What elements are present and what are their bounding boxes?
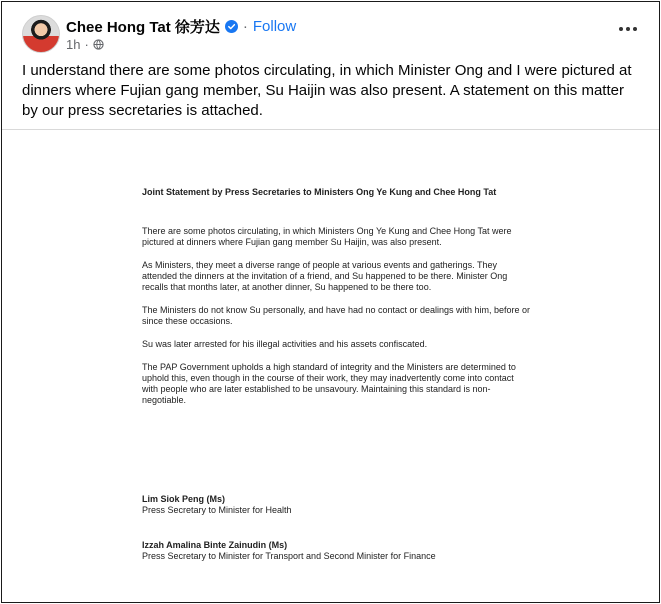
signatory-name: Lim Siok Peng (Ms): [142, 494, 226, 504]
avatar[interactable]: [22, 15, 60, 53]
facebook-post: [1, 1, 660, 603]
signatory: [142, 540, 562, 562]
post-text: I understand there are some photos circulating, in which Minister Ong and I were pictured at dinners where Fujian gang member, Su Haijin was also present. A statement on this matter by our press secretaries is attached.: [22, 62, 632, 119]
statement-paragraph: Su was later arrested for his illegal activities and his assets confiscated.: [142, 339, 428, 349]
post-header: [22, 13, 642, 57]
verified-badge-icon: [225, 20, 238, 33]
globe-icon[interactable]: [93, 39, 104, 50]
attached-statement-image[interactable]: [2, 130, 659, 602]
statement-paragraph: The PAP Government upholds a high standard of integrity and the Ministers are determined to uphold this, even though in the course of their work, they may inadvertently come into contact with people who are later established to be unsavoury. Maintaining this standard is non-negotiable.: [142, 362, 516, 405]
author-name[interactable]: Chee Hong Tat 徐芳达: [66, 19, 220, 36]
statement-paragraph: As Ministers, they meet a diverse range of people at various events and gatherings. They attended the dinners at the invitation of a friend, and Su happened to be there. Minister Ong recalls that months later, at another dinner, Su happened to be there too.: [142, 260, 508, 292]
statement-paragraph: The Ministers do not know Su personally, and have had no contact or dealings with him, before or since these occasions.: [142, 305, 531, 326]
signatory-role: Press Secretary to Minister for Health: [142, 505, 292, 515]
signatory: [142, 494, 562, 516]
post-meta: [66, 37, 104, 52]
author-row: [66, 16, 296, 37]
statement-paragraph: There are some photos circulating, in which Ministers Ong Ye Kung and Chee Hong Tat were pictured at dinners where Fujian gang member Su Haijin, was also present.: [142, 226, 512, 247]
more-options-icon[interactable]: [614, 19, 642, 39]
statement-body: [142, 187, 532, 418]
follow-button[interactable]: Follow: [252, 18, 297, 35]
statement-title: Joint Statement by Press Secretaries to Ministers Ong Ye Kung and Chee Hong Tat: [142, 187, 497, 197]
signatory-name: Izzah Amalina Binte Zainudin (Ms): [142, 540, 288, 550]
meta-dot: ·: [84, 37, 89, 52]
signatory-role: Press Secretary to Minister for Transport and Second Minister for Finance: [142, 551, 436, 561]
post-time[interactable]: 1h: [66, 37, 81, 52]
separator-dot: ·: [242, 18, 248, 35]
